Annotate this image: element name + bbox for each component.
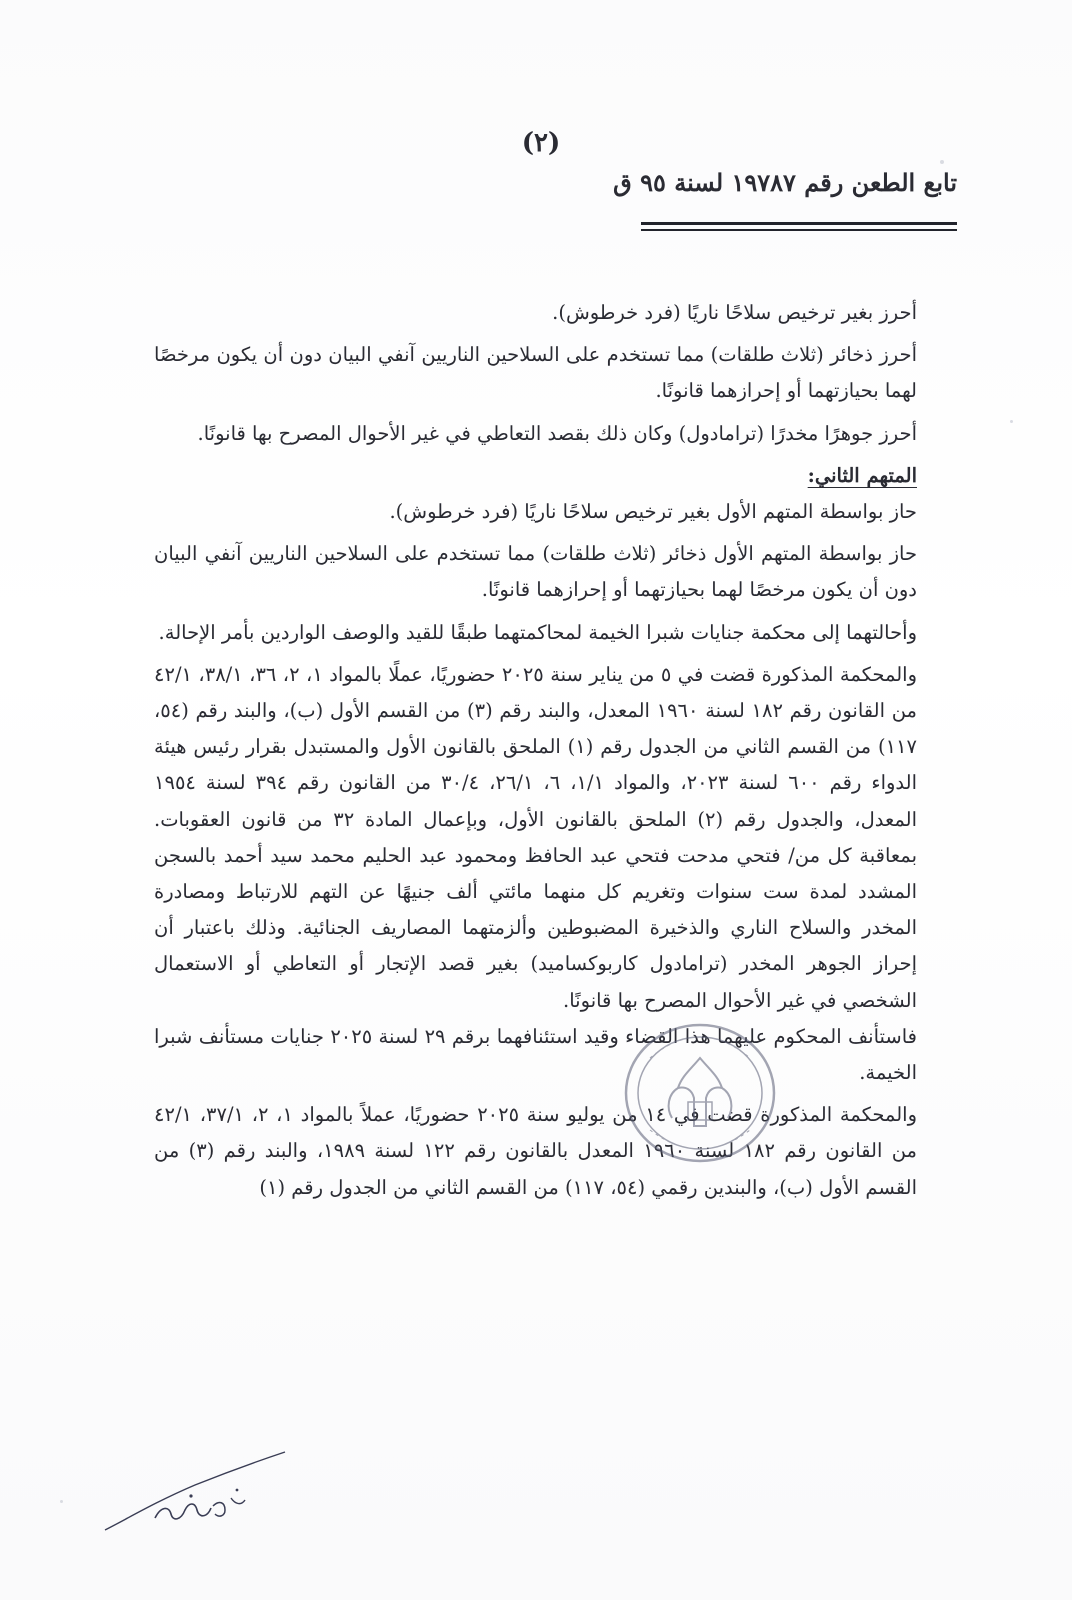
paragraph: فاستأنف المحكوم عليهما هذا القضاء وقيد استئنافهما برقم ٢٩ لسنة ٢٠٢٥ جنايات مستأنف شبرا الخيمة. xyxy=(154,1024,917,1085)
paragraph: والمحكمة المذكورة قضت في ١٤ من يوليو سنة ٢٠٢٥ حضوريًا، عملاً بالمواد ١، ٢، ٣٧/١، ٤٢/١ من القانون رقم ١٨٢ لسنة ١٩٦٠ المعدل بالقانون رقم ١٢٢ لسنة ١٩٨٩، والبند رقم (٣) من القسم الأول (ب)، والبندين رقمي (٥٤، ١١٧) من القسم الثاني من الجدول رقم (١) xyxy=(154,1103,917,1199)
paragraph: أحرز بغير ترخيص سلاحًا ناريًا (فرد خرطوش). xyxy=(552,301,917,324)
section-heading-second-defendant: المتهم الثاني: xyxy=(807,463,917,487)
case-reference-heading: تابع الطعن رقم ١٩٧٨٧ لسنة ٩٥ ق xyxy=(613,168,957,197)
scan-artifact xyxy=(1010,420,1013,423)
scan-artifact xyxy=(940,160,944,164)
paragraph: حاز بواسطة المتهم الأول ذخائر (ثلاث طلقات) مما تستخدم على السلاحين الناريين آنفي البيان دون أن يكون مرخصًا لهما بحيازتهما أو إحرازهما قانونًا. xyxy=(154,542,917,602)
paragraph: وأحالتهما إلى محكمة جنايات شبرا الخيمة لمحاكمتهما طبقًا للقيد والوصف الواردين بأمر الإحالة. xyxy=(158,620,917,644)
paragraph: والمحكمة المذكورة قضت في ٥ من يناير سنة ٢٠٢٥ حضوريًا، عملًا بالمواد ١، ٢، ٣٦، ٣٨/١، ٤٢/١ من القانون رقم ١٨٢ لسنة ١٩٦٠ المعدل، والبند رقم (٣) من القسم الأول (ب)، والبند رقم (٥٤، ١١٧) من القسم الثاني من الجدول رقم (١) الملحق بالقانون الأول والمستبدل بقرار رئيس هيئة الدواء رقم ٦٠٠ لسنة ٢٠٢٣، والمواد ١/١، ٦، ٢٦/١، ٣٠/٤ من القانون رقم ٣٩٤ لسنة ١٩٥٤ المعدل، والجدول رقم (٢) الملحق بالقانون الأول، وبإعمال المادة ٣٢ من قانون العقوبات. بمعاقبة كل من/ فتحي مدحت فتحي عبد الحافظ ومحمود عبد الحليم محمد سيد أحمد بالسجن المشدد لمدة ست سنوات وتغريم كل منهما مائتي ألف جنيهًا عن التهم للارتباط ومصادرة المخدر والسلاح الناري والذخيرة المضبوطين وألزمتهما المصاريف الجنائية. وذلك باعتبار أن إحراز الجوهر المخدر (ترامادول كاربوكساميد) بغير قصد الإتجار أو التعاطي أو الاستعمال الشخصي في غير الأحوال المصرح بها قانونًا. xyxy=(154,662,918,1012)
handwritten-signature xyxy=(95,1440,295,1550)
paragraph: أحرز ذخائر (ثلاث طلقات) مما تستخدم على السلاحين الناريين آنفي البيان دون أن يكون مرخصًا لهما بحيازتهما أو إحرازهما قانونًا. xyxy=(154,343,917,403)
page-number: (٢) xyxy=(521,128,561,158)
paragraph: أحرز جوهرًا مخدرًا (ترامادول) وكان ذلك بقصد التعاطي في غير الأحوال المصرح بها قانونًا. xyxy=(197,421,917,445)
paragraph: حاز بواسطة المتهم الأول بغير ترخيص سلاحًا ناريًا (فرد خرطوش). xyxy=(389,500,917,524)
header-double-rule xyxy=(641,222,957,234)
scan-artifact xyxy=(60,1500,63,1503)
document-body xyxy=(154,295,917,1206)
